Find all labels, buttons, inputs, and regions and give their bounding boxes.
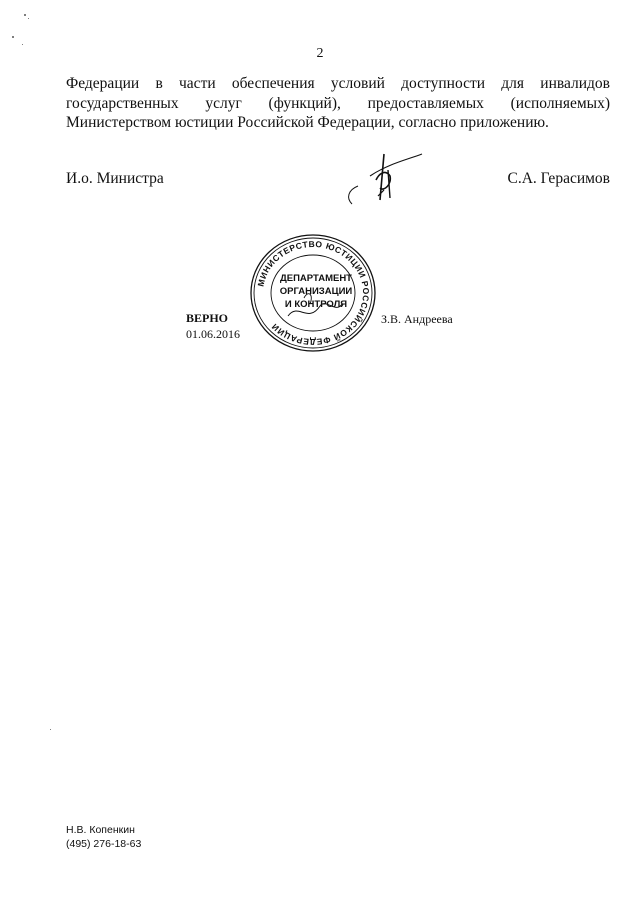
stamp-department	[274, 272, 358, 311]
body-line: Министерством юстиции Российской Федерации, согласно приложению.	[66, 114, 549, 131]
scan-speck	[22, 44, 23, 45]
body-line: Федерации в части обеспечения условий доступности для инвалидов	[66, 75, 610, 92]
scan-speck	[12, 36, 14, 38]
executor-phone: (495) 276-18-63	[66, 838, 142, 850]
executor-name: Н.В. Копенкин	[66, 824, 135, 836]
certify-date: 01.06.2016	[186, 327, 240, 341]
certifier-name: З.В. Андреева	[381, 312, 453, 326]
body-paragraph	[66, 74, 610, 133]
stamp-line: И КОНТРОЛЯ	[284, 299, 348, 310]
page-number: 2	[316, 46, 324, 61]
scan-speck	[28, 18, 29, 19]
body-line: государственных услуг (функций), предоставляемых (исполняемых)	[66, 94, 610, 112]
signer-name: С.А. Герасимов	[507, 170, 610, 187]
scan-speck	[24, 14, 26, 16]
stamp-line: ОРГАНИЗАЦИИ	[279, 286, 353, 297]
stamp-line: ДЕПАРТАМЕНТ	[280, 273, 352, 284]
signature-image	[340, 150, 430, 210]
stamp-ring-text: МИНИСТЕРСТВО ЮСТИЦИИ РОССИЙСКОЙ ФЕДЕРАЦИИ	[255, 238, 372, 348]
certify-label: ВЕРНО	[186, 311, 229, 325]
signer-title: И.о. Министра	[66, 170, 164, 187]
scan-speck	[50, 729, 51, 730]
executor-block	[66, 823, 141, 851]
